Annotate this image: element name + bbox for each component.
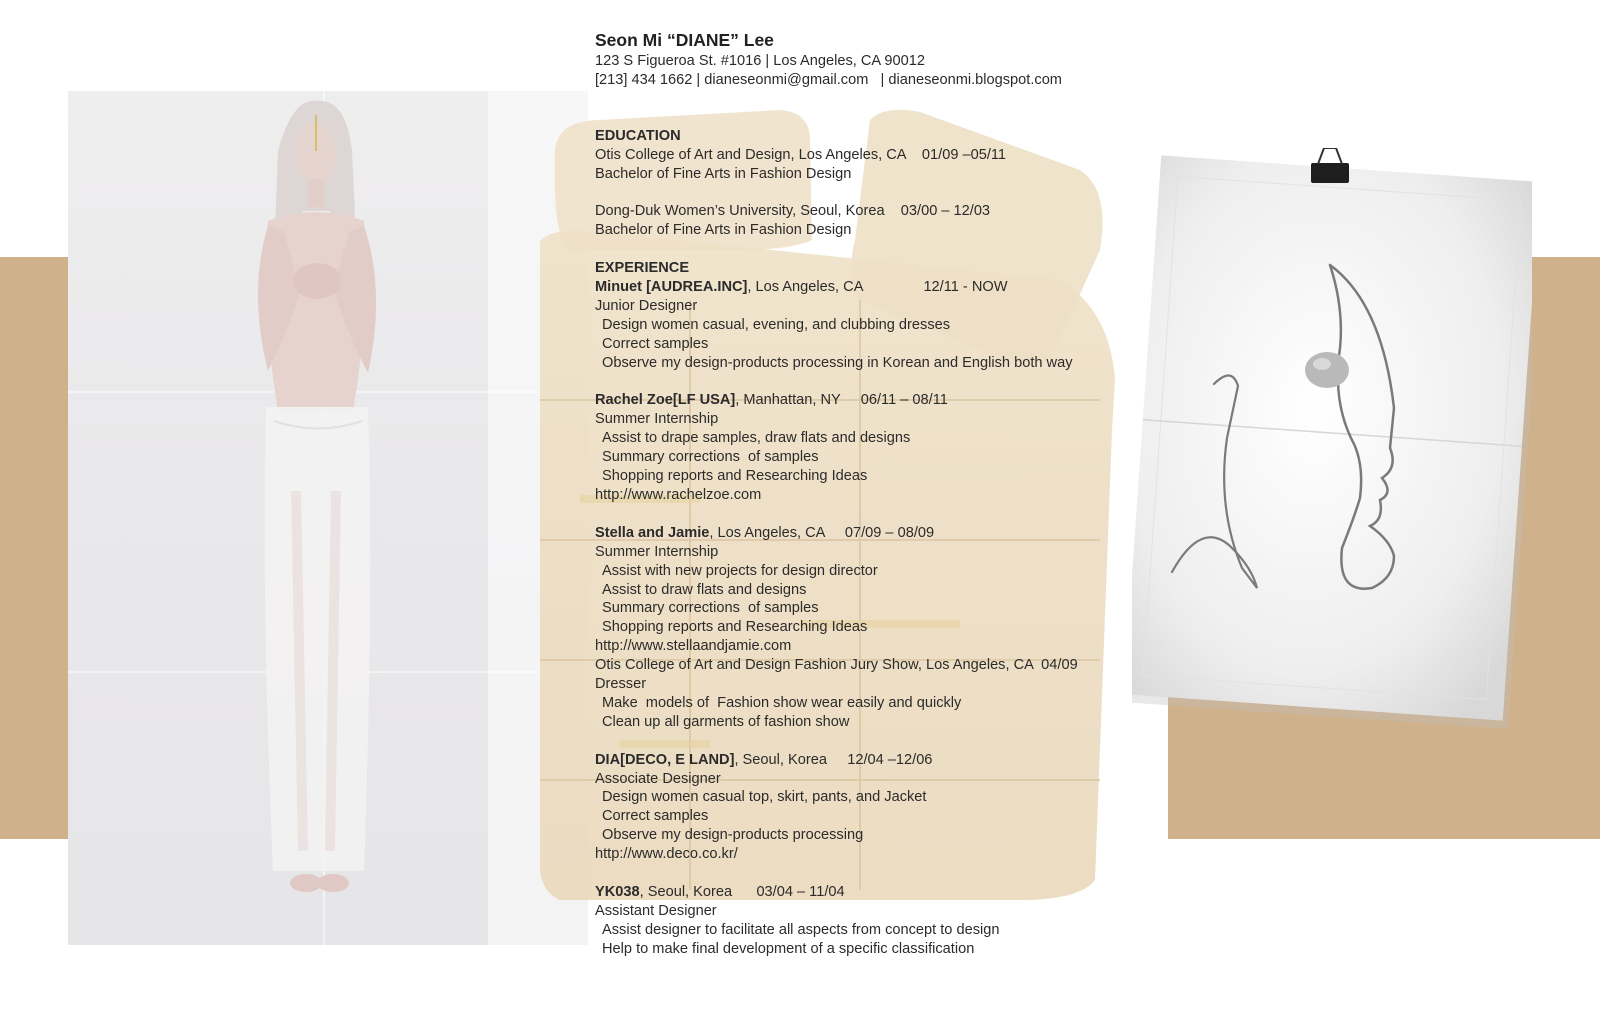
job-company: YK038 bbox=[595, 883, 640, 900]
job-location-date: , Seoul, Korea 12/04 –12/06 bbox=[734, 751, 933, 768]
job-header bbox=[595, 751, 1155, 770]
job-company: DIA[DECO, E LAND] bbox=[595, 751, 735, 768]
job-title: Summer Internship bbox=[595, 411, 719, 428]
job-title: Associate Designer bbox=[595, 770, 721, 787]
job-location-date: , Los Angeles, CA 07/09 – 08/09 bbox=[709, 524, 935, 541]
job-header bbox=[595, 883, 1155, 902]
job-duty: Correct samples bbox=[602, 808, 709, 825]
job-duty: Assist designer to facilitate all aspects from concept to design bbox=[602, 921, 1000, 938]
job-duty: Summary corrections of samples bbox=[602, 600, 819, 617]
job-duty: Correct samples bbox=[602, 335, 709, 352]
job-header bbox=[595, 391, 1155, 410]
job-company: Rachel Zoe[LF USA] bbox=[595, 392, 736, 409]
education-school: Dong-Duk Women’s University, Seoul, Korea 03/00 – 12/03 bbox=[595, 203, 991, 220]
job-location-date: , Manhattan, NY 06/11 – 08/11 bbox=[735, 392, 948, 409]
job-duty: Observe my design-products processing bbox=[602, 827, 864, 844]
job-duty: Assist to draw flats and designs bbox=[602, 581, 807, 598]
job-duty: Help to make final development of a specific classification bbox=[602, 940, 975, 957]
model-figure bbox=[68, 91, 588, 945]
pinned-line-drawing bbox=[1132, 148, 1532, 728]
job-duty: Design women casual top, skirt, pants, and Jacket bbox=[602, 789, 927, 806]
job-duty: Shopping reports and Researching Ideas bbox=[602, 468, 868, 485]
education-degree: Bachelor of Fine Arts in Fashion Design bbox=[595, 165, 852, 182]
eye-sculpture bbox=[1305, 352, 1349, 388]
job-duty: Assist to drape samples, draw flats and designs bbox=[602, 430, 911, 447]
experience-heading: EXPERIENCE bbox=[595, 260, 690, 277]
job-location-date: , Los Angeles, CA 12/11 - NOW bbox=[747, 279, 1008, 296]
job-company: Stella and Jamie bbox=[595, 524, 710, 541]
model-photo bbox=[68, 91, 588, 945]
resume-name: Seon Mi “DIANE” Lee bbox=[595, 30, 774, 50]
job-duty: Make models of Fashion show wear easily and quickly bbox=[602, 694, 962, 711]
job-title: Summer Internship bbox=[595, 543, 719, 560]
contact-line: [213] 434 1662 | dianeseonmi@gmail.com | dianeseonmi.blogspot.com bbox=[595, 71, 1062, 88]
education-degree: Bachelor of Fine Arts in Fashion Design bbox=[595, 222, 852, 239]
job-duty: Summary corrections of samples bbox=[602, 449, 819, 466]
job-company: Minuet [AUDREA.INC] bbox=[595, 279, 748, 296]
job-url[interactable]: http://www.stellaandjamie.com bbox=[595, 638, 792, 655]
job-duty: Assist with new projects for design director bbox=[602, 562, 878, 579]
job-extra-line: Otis College of Art and Design Fashion Jury Show, Los Angeles, CA 04/09 bbox=[595, 657, 1078, 674]
address-line: 123 S Figueroa St. #1016 | Los Angeles, CA 90012 bbox=[595, 53, 925, 69]
job-url[interactable]: http://www.deco.co.kr/ bbox=[595, 846, 738, 863]
job-duty: Shopping reports and Researching Ideas bbox=[602, 619, 868, 636]
job-location-date: , Seoul, Korea 03/04 – 11/04 bbox=[639, 883, 845, 900]
job-duty: Clean up all garments of fashion show bbox=[602, 713, 850, 730]
job-title: Junior Designer bbox=[595, 297, 698, 314]
job-title: Assistant Designer bbox=[595, 902, 717, 919]
job-duty: Observe my design-products processing in Korean and English both way bbox=[602, 354, 1073, 371]
education-heading: EDUCATION bbox=[595, 127, 681, 144]
resume-text bbox=[595, 28, 1155, 959]
job-url[interactable]: http://www.rachelzoe.com bbox=[595, 486, 762, 503]
job-header bbox=[595, 278, 1155, 297]
education-school: Otis College of Art and Design, Los Angeles, CA 01/09 –05/11 bbox=[595, 146, 1007, 163]
job-extra-title: Dresser bbox=[595, 676, 647, 693]
binder-clip-icon bbox=[1311, 148, 1349, 183]
job-header bbox=[595, 524, 1155, 543]
job-duty: Design women casual, evening, and clubbing dresses bbox=[602, 316, 951, 333]
